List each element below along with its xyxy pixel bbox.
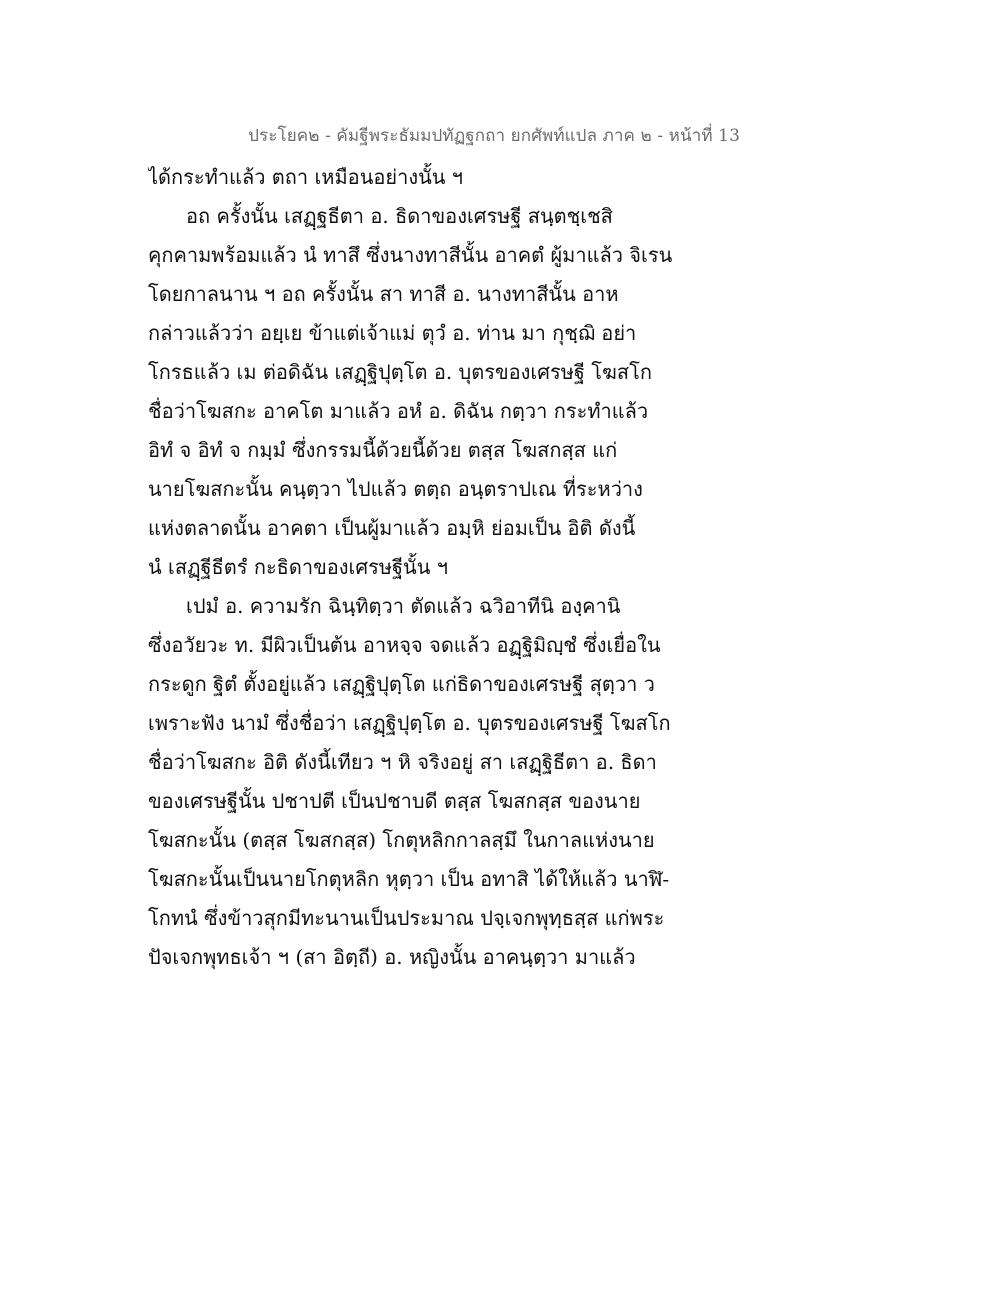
text-line: นํ เสฏฺฐีธีตรํ กะธิดาของเศรษฐีนั้น ฯ: [148, 555, 448, 579]
text-line: กระดูก ฐิตํ ตั้งอยู่แล้ว เสฏฺฐิปุตฺโต แก่ธิดาของเศรษฐี สุตฺวา ว: [148, 672, 655, 696]
text-line: โดยกาลนาน ฯ อถ ครั้งนั้น สา ทาสี อ. นางทาสีนั้น อาห: [148, 282, 619, 306]
text-line: ชื่อว่าโฆสกะ อาคโต มาแล้ว อหํ อ. ดิฉัน กตฺวา กระทำแล้ว: [148, 399, 649, 423]
running-header: ประโยค๒ - คัมฐีพระธัมมปทัฏฐกถา ยกศัพท์แปล ภาค ๒ - หน้าที่ 13: [248, 126, 740, 146]
text-line: ได้กระทำแล้ว ตถา เหมือนอย่างนั้น ฯ: [148, 165, 464, 189]
text-line: อิทํ จ อิทํ จ กมฺมํ ซึ่งกรรมนี้ด้วยนี้ด้วย ตสฺส โฆสกสฺส แก่: [148, 438, 618, 462]
text-line: นายโฆสกะนั้น คนฺตฺวา ไปแล้ว ตตฺถ อนฺตราปเณ ที่ระหว่าง: [148, 477, 643, 501]
text-line: โกรธแล้ว เม ต่อดิฉัน เสฏฺฐิปุตฺโต อ. บุตรของเศรษฐี โฆสโก: [148, 360, 652, 384]
paragraph-start-line: อถ ครั้งนั้น เสฏฺฐธีตา อ. ธิดาของเศรษฐี สนฺตชฺเชสิ: [186, 204, 613, 228]
text-line: แห่งตลาดนั้น อาคตา เป็นผู้มาแล้ว อมฺหิ ย่อมเป็น อิติ ดังนี้: [148, 516, 636, 540]
text-line: ของเศรษฐีนั้น ปชาปตี เป็นปชาบดี ตสฺส โฆสกสฺส ของนาย: [148, 789, 641, 813]
text-line: ปัจเจกพุทธเจ้า ฯ (สา อิตฺถี) อ. หญิงนั้น อาคนฺตฺวา มาแล้ว: [148, 945, 636, 969]
body-text: [148, 158, 708, 977]
text-line: ชื่อว่าโฆสกะ อิติ ดังนี้เทียว ฯ หิ จริงอยู่ สา เสฏฺฐิธีตา อ. ธิดา: [148, 750, 657, 774]
text-line: โกทนํ ซึ่งข้าวสุกมีทะนานเป็นประมาณ ปจฺเจกพุทฺธสฺส แก่พระ: [148, 906, 665, 930]
text-line: โฆสกะนั้น (ตสฺส โฆสกสฺส) โกตุหลิกกาลสฺมึ ในกาลแห่งนาย: [148, 828, 655, 852]
text-line: กล่าวแล้วว่า อยฺเย ข้าแต่เจ้าแม่ ตุวํ อ. ท่าน มา กุชฺฌิ อย่า: [148, 321, 637, 345]
text-line: เพราะฟัง นามํ ซึ่งชื่อว่า เสฏฺฐิปุตฺโต อ. บุตรของเศรษฐี โฆสโก: [148, 711, 671, 735]
paragraph-start-line: เปมํ อ. ความรัก ฉินฺทิตฺวา ตัดแล้ว ฉวิอาทีนิ องฺคานิ: [186, 594, 621, 618]
text-line: โฆสกะนั้นเป็นนายโกตุหลิก หุตฺวา เป็น อทาสิ ได้ให้แล้ว นาฬิ-: [148, 867, 670, 891]
text-line: คุกคามพร้อมแล้ว นํ ทาสึ ซึ่งนางทาสีนั้น อาคตํ ผู้มาแล้ว จิเรน: [148, 243, 673, 267]
text-line: ซึ่งอวัยวะ ท. มีผิวเป็นต้น อาหจฺจ จดแล้ว อฏฺฐิมิญฺชํ ซึ่งเยื่อใน: [148, 633, 661, 657]
